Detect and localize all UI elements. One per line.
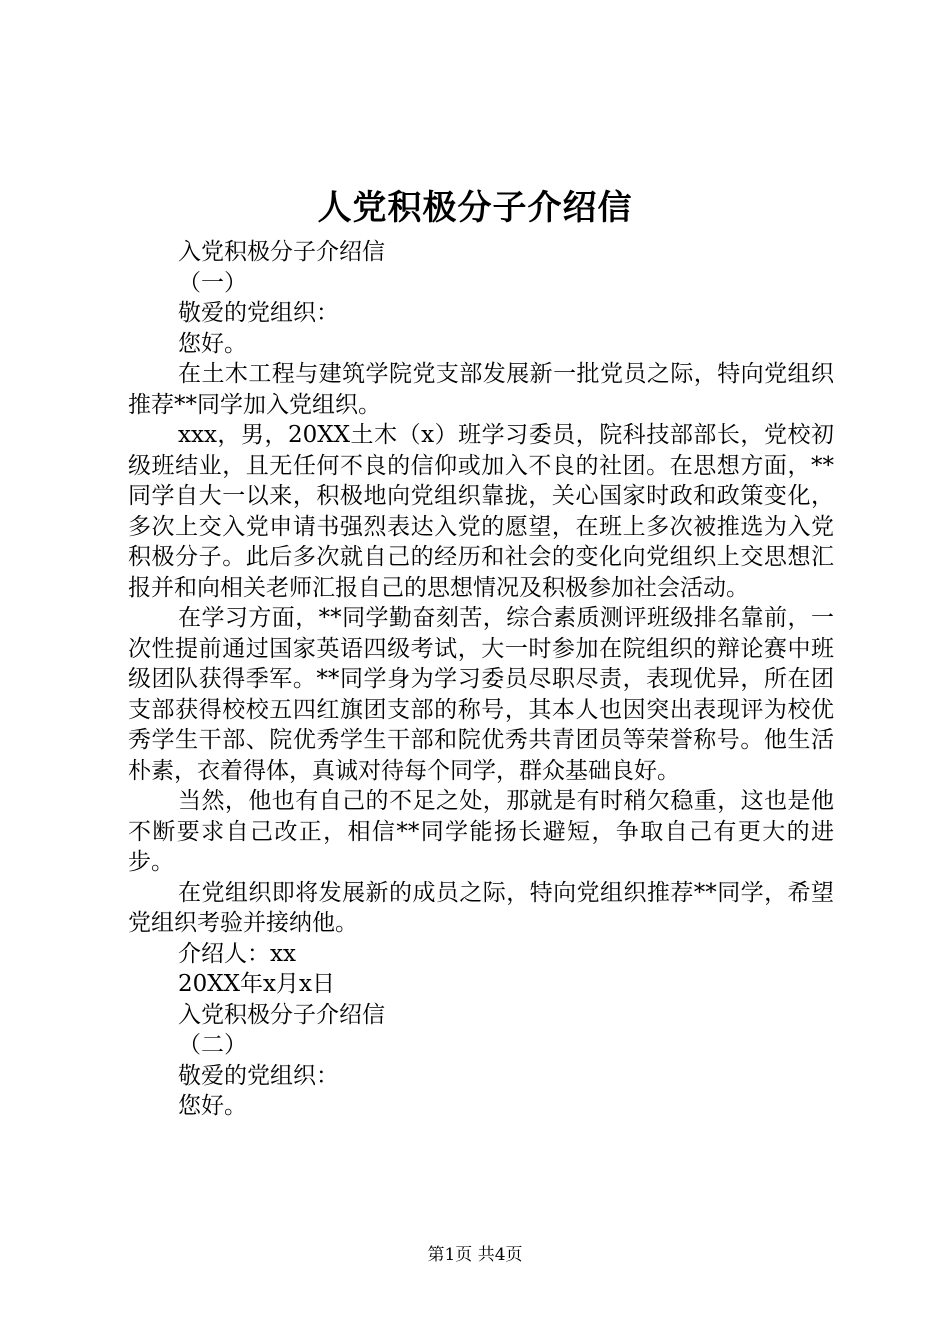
paragraph-referrer: 介绍人：xx [178, 940, 296, 967]
paragraph-profile: xxx，男，20XX土木（x）班学习委员，院科技部部长，党校初级班结业，且无任何不良的信仰或加入不良的社团。在思想方面，**同学自大一以来，积极地向党组织靠拢，关心国家时政和政策变化，多次上交入党申请书强烈表达入党的愿望，在班上多次被推选为入党积极分子。此后多次就自己的经历和社会的变化向党组织上交思想汇报并和向相关老师汇报自己的思想情况及积极参加社会活动。 [128, 422, 834, 601]
paragraph-section-one: （一） [178, 269, 247, 296]
paragraph-section-two: （二） [178, 1032, 247, 1058]
paragraph-greeting-two: 您好。 [178, 1093, 247, 1119]
paragraph-shortcomings: 当然，他也有自己的不足之处，那就是有时稍欠稳重，这也是他不断要求自己改正，相信**同学能扬长避短，争取自己有更大的进步。 [128, 788, 834, 875]
paragraph-recommendation: 在党组织即将发展新的成员之际，特向党组织推荐**同学，希望党组织考验并接纳他。 [128, 879, 834, 936]
paragraph-greeting-one: 您好。 [178, 330, 247, 357]
paragraph-date: 20XX年x月x日 [178, 971, 335, 997]
paragraph-heading-two: 入党积极分子介绍信 [178, 1001, 385, 1028]
page-title: 人党积极分子介绍信 [317, 188, 633, 228]
document-body [128, 237, 834, 1122]
paragraph-heading-one: 入党积极分子介绍信 [178, 239, 385, 265]
paragraph-salutation-two: 敬爱的党组织： [178, 1062, 339, 1089]
paragraph-salutation-one: 敬爱的党组织： [178, 300, 339, 326]
paragraph-study: 在学习方面，**同学勤奋刻苦，综合素质测评班级排名靠前，一次性提前通过国家英语四级考试，大一时参加在院组织的辩论赛中班级团队获得季军。**同学身为学习委员尽职尽责，表现优异，所在团支部获得校校五四红旗团支部的称号，其本人也因突出表现评为校优秀学生干部、院优秀学生干部和院优秀共青团员等荣誉称号。他生活朴素，衣着得体，真诚对待每个同学，群众基础良好。 [128, 605, 834, 784]
paragraph-intro: 在土木工程与建筑学院党支部发展新一批党员之际，特向党组织推荐**同学加入党组织。 [128, 361, 834, 418]
page-footer: 第1页 共4页 [427, 1245, 523, 1265]
